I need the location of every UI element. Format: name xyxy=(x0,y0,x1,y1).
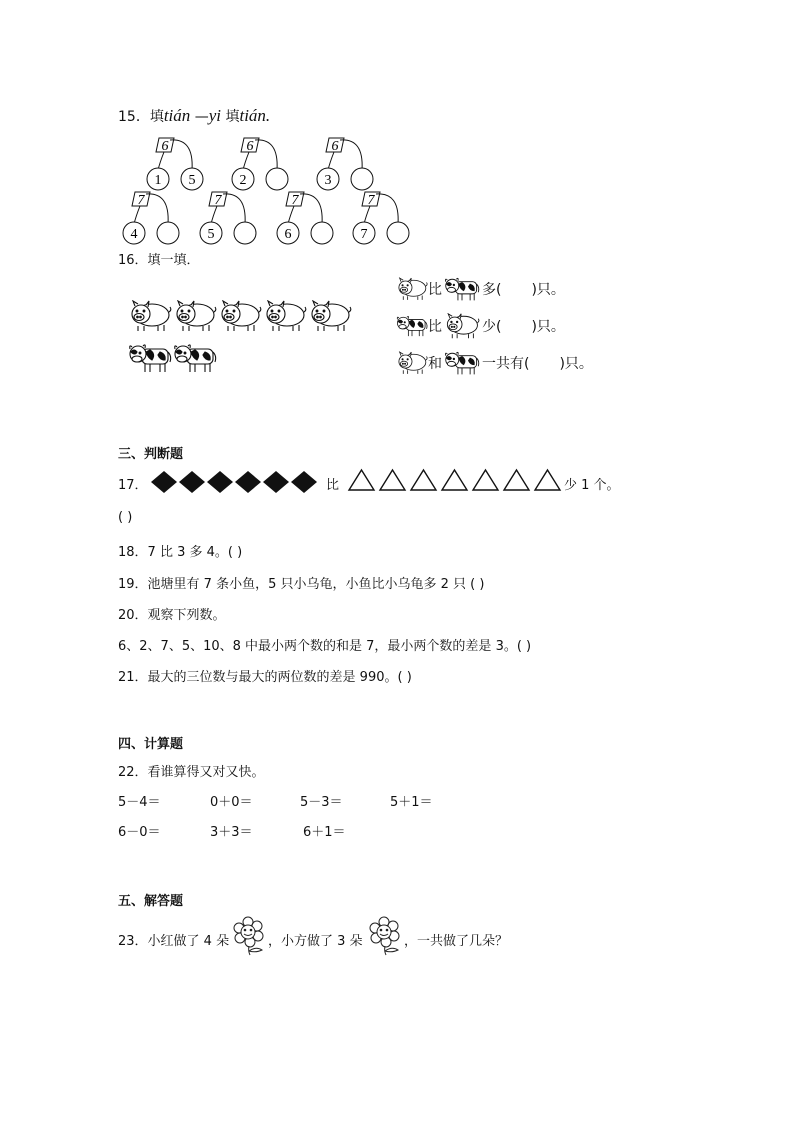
cherry-groups xyxy=(110,132,430,252)
cherry-group xyxy=(147,138,203,190)
stem-left xyxy=(211,206,217,224)
calc-5: 6－0＝ xyxy=(118,825,161,840)
triangle-shape xyxy=(377,468,408,492)
q16-sentence xyxy=(396,276,565,302)
q16-prompt: 一共有( xyxy=(482,356,530,372)
triangle-shape xyxy=(501,468,532,492)
cherry-right[interactable] xyxy=(266,168,288,190)
q17-triangles xyxy=(346,468,563,492)
q16-prompt: 多( xyxy=(482,282,502,298)
calc-4: 5＋1＝ xyxy=(390,795,433,810)
q16-unit: )只。 xyxy=(531,319,565,335)
cherry-top-number: 7 xyxy=(291,193,299,208)
q20-detail: 6、2、7、5、10、8 中最小两个数的和是 7，最小两个数的差是 3。( ) xyxy=(118,639,532,654)
cherry-left-number: 3 xyxy=(324,173,332,188)
pig-icon xyxy=(218,300,262,332)
calc-2: 0＋0＝ xyxy=(210,795,253,810)
q15-mid: 填 xyxy=(225,109,240,125)
triangle-shape xyxy=(470,468,501,492)
stem-right xyxy=(223,194,245,224)
q15-pinyin3: tián. xyxy=(239,106,271,125)
stem-right xyxy=(170,140,192,170)
cherry-right[interactable] xyxy=(387,222,409,244)
cherry-left-number: 1 xyxy=(154,173,162,188)
cherry-group xyxy=(200,192,256,244)
q16-connector: 比 xyxy=(428,282,442,298)
calc-1: 5－4＝ xyxy=(118,795,161,810)
q16-sentence xyxy=(396,350,593,376)
q21: 21．最大的三位数与最大的两位数的差是 990。( ) xyxy=(118,670,412,685)
stem-left xyxy=(243,152,249,170)
section3-title: 三、判断题 xyxy=(118,447,184,462)
cherry-right[interactable] xyxy=(234,222,256,244)
triangle-shape xyxy=(532,468,563,492)
pig-icon xyxy=(173,300,217,332)
cherry-right[interactable] xyxy=(351,168,373,190)
cherry-right[interactable] xyxy=(311,222,333,244)
q15-label: 15．填 xyxy=(118,109,164,125)
cherry-group xyxy=(353,192,409,244)
stem-right xyxy=(340,140,362,170)
cow-icon xyxy=(442,276,482,302)
cherry-group xyxy=(232,138,288,190)
stem-right xyxy=(255,140,277,170)
stem-right xyxy=(376,194,398,224)
cow-icon xyxy=(173,342,217,374)
q16-connector: 比 xyxy=(428,319,442,335)
triangle-shape xyxy=(408,468,439,492)
q15-dash: — xyxy=(194,109,209,125)
cherry-top-number: 7 xyxy=(214,193,222,208)
cherry-top-number: 6 xyxy=(246,139,254,154)
cherry-top-number: 6 xyxy=(331,139,339,154)
q16-unit: )只。 xyxy=(531,282,565,298)
q15-title xyxy=(118,106,270,126)
cherry-left-number: 2 xyxy=(239,173,247,188)
q15-pinyin2: yi xyxy=(208,106,222,125)
cherry-left-number: 6 xyxy=(284,227,292,242)
stem-right xyxy=(300,194,322,224)
pig-icon xyxy=(128,300,172,332)
cow-icon xyxy=(442,350,482,376)
q23-part3: ，一共做了几朵？ xyxy=(404,934,509,949)
cherry-right-number: 5 xyxy=(188,173,196,188)
q23-part2: ，小方做了 3 朵 xyxy=(268,934,363,949)
stem-left xyxy=(364,206,370,224)
pig-icon xyxy=(396,351,428,375)
q22: 22．看谁算得又对又快。 xyxy=(118,765,265,780)
flower-icon xyxy=(232,916,268,956)
q16-prompt: 少( xyxy=(482,319,502,335)
pig-icon xyxy=(263,300,307,332)
calc-7: 6＋1＝ xyxy=(303,825,346,840)
stem-left xyxy=(328,152,334,170)
cherry-right[interactable] xyxy=(157,222,179,244)
stem-left xyxy=(134,206,140,224)
pig-icon xyxy=(442,313,482,339)
cherry-top-number: 7 xyxy=(137,193,145,208)
calc-6: 3＋3＝ xyxy=(210,825,253,840)
flower-icon-2 xyxy=(368,916,404,956)
cherry-top-number: 6 xyxy=(161,139,169,154)
q20: 20．观察下列数。 xyxy=(118,608,226,623)
q16-connector: 和 xyxy=(428,356,442,372)
cow-icon xyxy=(396,314,428,338)
diamond-shape xyxy=(234,470,262,494)
q17-mid: 比 xyxy=(326,478,340,493)
q23-part1: 23．小红做了 4 朵 xyxy=(118,934,230,949)
section5-title: 五、解答题 xyxy=(118,894,184,909)
diamond-shape xyxy=(290,470,318,494)
cow-icon xyxy=(128,342,172,374)
cherry-left-number: 4 xyxy=(130,227,138,242)
stem-left xyxy=(158,152,164,170)
cherry-left-number: 7 xyxy=(360,227,368,242)
triangle-shape xyxy=(439,468,470,492)
section4-title: 四、计算题 xyxy=(118,737,184,752)
diamond-shape xyxy=(178,470,206,494)
cherry-group xyxy=(317,138,373,190)
q17-diamonds xyxy=(150,470,318,494)
cherry-group xyxy=(123,192,179,244)
q16-title: 16．填一填． xyxy=(118,253,200,268)
pig-icon xyxy=(308,300,352,332)
cherry-top-number: 7 xyxy=(367,193,375,208)
q15-pinyin1: tián xyxy=(163,106,191,125)
diamond-shape xyxy=(206,470,234,494)
stem-right xyxy=(146,194,168,224)
cherry-left-number: 5 xyxy=(207,227,215,242)
q19: 19．池塘里有 7 条小鱼，5 只小乌龟，小鱼比小乌龟多 2 只 ( ) xyxy=(118,577,485,592)
q17-answer[interactable]: ( ) xyxy=(118,510,133,525)
q17-tail: 少 1 个。 xyxy=(564,478,620,493)
triangle-shape xyxy=(346,468,377,492)
q17-label: 17． xyxy=(118,478,148,493)
q16-sentence xyxy=(396,313,565,339)
cherry-group xyxy=(277,192,333,244)
q16-unit: )只。 xyxy=(559,356,593,372)
calc-3: 5－3＝ xyxy=(300,795,343,810)
diamond-shape xyxy=(262,470,290,494)
stem-left xyxy=(288,206,294,224)
q18: 18．7 比 3 多 4。( ) xyxy=(118,545,243,560)
diamond-shape xyxy=(150,470,178,494)
pig-icon xyxy=(396,277,428,301)
